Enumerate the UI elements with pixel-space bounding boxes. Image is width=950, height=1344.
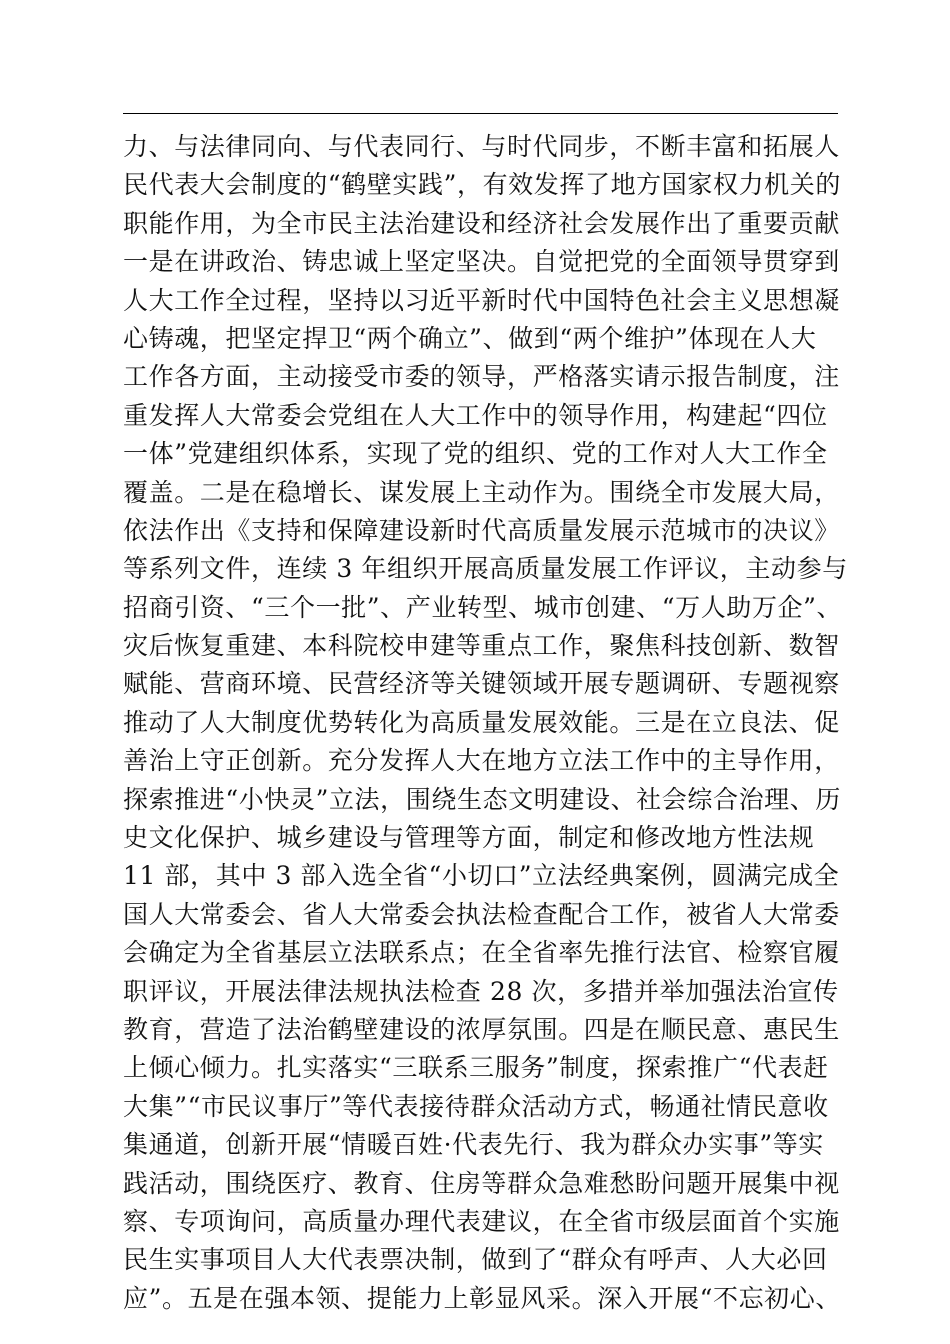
text-line: 覆盖。二是在稳增长、谋发展上主动作为。围绕全市发展大局， [123,477,840,507]
text-line: 一是在讲政治、铸忠诚上坚定坚决。自觉把党的全面领导贯穿到 [123,247,840,277]
text-line: 工作各方面，主动接受市委的领导，严格落实请示报告制度，注 [123,362,840,392]
text-line: 善治上守正创新。充分发挥人大在地方立法工作中的主导作用， [123,746,840,776]
text-line: 灾后恢复重建、本科院校申建等重点工作，聚焦科技创新、数智 [123,631,840,661]
text-line: 招商引资、“三个一批”、产业转型、城市创建、“万人助万企”、 [123,592,843,622]
text-line: 大集”“市民议事厅”等代表接待群众活动方式，畅通社情民意收 [123,1091,829,1121]
text-line: 一体”党建组织体系，实现了党的组织、党的工作对人大工作全 [123,439,828,469]
text-line: 察、专项询问，高质量办理代表建议，在全省市级层面首个实施 [123,1206,840,1236]
text-line: 应”。五是在强本领、提能力上彰显风采。深入开展“不忘初心、 [123,1283,841,1313]
text-line: 职评议，开展法律法规执法检查 28 次，多措并举加强法治宣传 [123,976,839,1006]
text-line: 重发挥人大常委会党组在人大工作中的领导作用，构建起“四位 [123,400,828,430]
text-line: 探索推进“小快灵”立法，围绕生态文明建设、社会综合治理、历 [123,784,841,814]
text-line: 人大工作全过程，坚持以习近平新时代中国特色社会主义思想凝 [123,285,840,315]
text-line: 推动了人大制度优势转化为高质量发展效能。三是在立良法、促 [123,707,840,737]
text-line: 11 部，其中 3 部入选全省“小切口”立法经典案例，圆满完成全 [123,861,840,891]
text-line: 职能作用，为全市民主法治建设和经济社会发展作出了重要贡献 [123,208,840,238]
text-line: 等系列文件，连续 3 年组织开展高质量发展工作评议，主动参与 [123,554,848,584]
text-line: 上倾心倾力。扎实落实“三联系三服务”制度，探索推广“代表赶 [123,1053,829,1083]
text-line: 教育，营造了法治鹤壁建设的浓厚氛围。四是在顺民意、惠民生 [123,1014,840,1044]
text-line: 民生实事项目人大代表票决制，做到了“群众有呼声、人大必回 [123,1245,828,1275]
text-line: 集通道，创新开展“情暖百姓·代表先行、我为群众办实事”等实 [123,1130,824,1160]
header-rule [123,113,838,114]
text-line: 践活动，围绕医疗、教育、住房等群众急难愁盼问题开展集中视 [123,1168,840,1198]
text-line: 心铸魂，把坚定捍卫“两个确立”、做到“两个维护”体现在人大 [123,323,817,353]
text-line: 依法作出《支持和保障建设新时代高质量发展示范城市的决议》 [123,515,840,545]
text-line: 史文化保护、城乡建设与管理等方面，制定和修改地方性法规 [123,823,815,853]
body-text [123,128,853,1318]
text-line: 会确定为全省基层立法联系点；在全省率先推行法官、检察官履 [123,938,840,968]
text-line: 力、与法律同向、与代表同行、与时代同步，不断丰富和拓展人 [123,132,840,161]
text-line: 国人大常委会、省人大常委会执法检查配合工作，被省人大常委 [123,899,840,929]
text-line: 赋能、营商环境、民营经济等关键领域开展专题调研、专题视察 [123,669,840,699]
text-line: 民代表大会制度的“鹤壁实践”，有效发挥了地方国家权力机关的 [123,170,841,200]
